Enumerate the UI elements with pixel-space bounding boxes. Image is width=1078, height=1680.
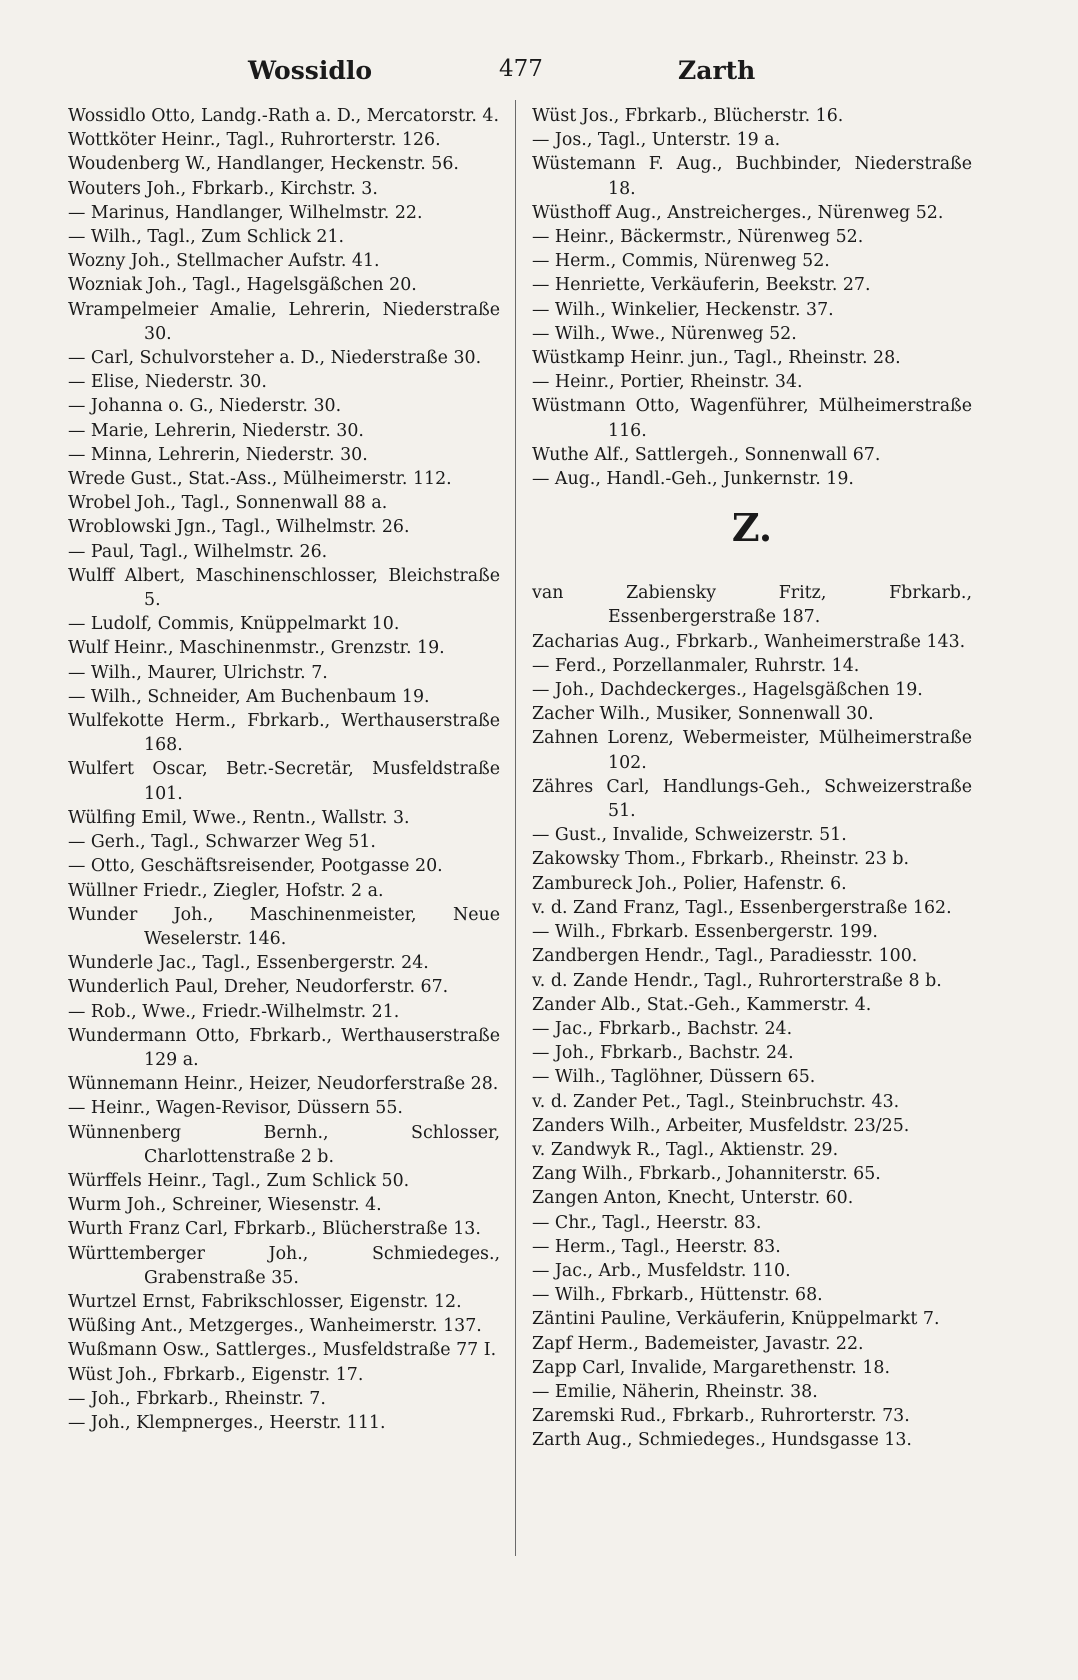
header-left-keyword: Wossidlo bbox=[248, 56, 373, 85]
directory-entry: Wünnemann Heinr., Heizer, Neudorferstraße 28. bbox=[68, 1074, 499, 1095]
directory-entry: Wuthe Alf., Sattlergeh., Sonnenwall 67. bbox=[532, 444, 881, 465]
directory-entry: Wossidlo Otto, Landg.-Rath a. D., Mercatorstr. 4. bbox=[68, 106, 499, 126]
directory-entry: Wulfekotte Herm., Fbrkarb., Werthauserstraße 168. bbox=[68, 711, 500, 756]
directory-entry: van Zabiensky Fritz, Fbrkarb., Essenbergerstraße 187. bbox=[532, 583, 972, 628]
directory-entry: Wüstkamp Heinr. jun., Tagl., Rheinstr. 28. bbox=[532, 348, 901, 369]
directory-entry: Zanders Wilh., Arbeiter, Musfeldstr. 23/25. bbox=[532, 1115, 910, 1136]
directory-entry: — Wilh., Tagl., Zum Schlick 21. bbox=[68, 227, 345, 248]
directory-entry: Wußmann Osw., Sattlerges., Musfeldstraße 77 I. bbox=[68, 1340, 497, 1361]
directory-entry: Wulfert Oscar, Betr.-Secretär, Musfeldstraße 101. bbox=[68, 759, 500, 804]
directory-entry: Wüllner Friedr., Ziegler, Hofstr. 2 a. bbox=[68, 880, 384, 901]
directory-entry: Wulf Heinr., Maschinenmstr., Grenzstr. 19. bbox=[68, 638, 445, 659]
directory-entry: — Ludolf, Commis, Knüppelmarkt 10. bbox=[68, 614, 400, 635]
directory-entry: Zangen Anton, Knecht, Unterstr. 60. bbox=[532, 1188, 854, 1209]
directory-entry: — Johanna o. G., Niederstr. 30. bbox=[68, 396, 342, 417]
directory-entry: — Herm., Tagl., Heerstr. 83. bbox=[532, 1236, 781, 1257]
directory-entry: Zapf Herm., Bademeister, Javastr. 22. bbox=[532, 1333, 864, 1354]
directory-entry: Zarth Aug., Schmiedeges., Hundsgasse 13. bbox=[532, 1430, 912, 1451]
section-letter-z: Z. bbox=[731, 505, 773, 551]
directory-entry: — Wilh., Schneider, Am Buchenbaum 19. bbox=[68, 686, 430, 707]
columns bbox=[0, 104, 1078, 1574]
directory-entry: Wüstemann F. Aug., Buchbinder, Niederstraße 18. bbox=[532, 154, 972, 199]
directory-entry: — Wilh., Winkelier, Heckenstr. 37. bbox=[532, 299, 834, 320]
directory-entry: — Jos., Tagl., Unterstr. 19 a. bbox=[532, 130, 781, 151]
directory-entry: Zandbergen Hendr., Tagl., Paradiesstr. 100. bbox=[532, 946, 918, 967]
directory-entry: Zaremski Rud., Fbrkarb., Ruhrorterstr. 73. bbox=[532, 1406, 910, 1427]
directory-entry: v. d. Zand Franz, Tagl., Essenbergerstraße 162. bbox=[532, 897, 952, 918]
right-column bbox=[532, 104, 972, 1453]
right-column-z-entries bbox=[532, 581, 972, 1452]
directory-entry: Zahnen Lorenz, Webermeister, Mülheimerstraße 102. bbox=[532, 728, 972, 773]
directory-entry: — Joh., Dachdeckerges., Hagelsgäßchen 19. bbox=[532, 680, 923, 701]
directory-entry: — Rob., Wwe., Friedr.-Wilhelmstr. 21. bbox=[68, 1001, 400, 1022]
directory-entry: — Wilh., Taglöhner, Düssern 65. bbox=[532, 1067, 816, 1088]
directory-entry: Wottköter Heinr., Tagl., Ruhrorterstr. 126. bbox=[68, 130, 441, 151]
directory-entry: — Minna, Lehrerin, Niederstr. 30. bbox=[68, 444, 368, 465]
directory-entry: — Jac., Arb., Musfeldstr. 110. bbox=[532, 1260, 791, 1281]
directory-entry: Wozniak Joh., Tagl., Hagelsgäßchen 20. bbox=[68, 275, 417, 296]
directory-entry: — Wilh., Fbrkarb., Hüttenstr. 68. bbox=[532, 1285, 823, 1306]
directory-entry: — Heinr., Wagen-Revisor, Düssern 55. bbox=[68, 1098, 403, 1119]
header-right-keyword: Zarth bbox=[678, 56, 756, 85]
directory-entry: — Wilh., Maurer, Ulrichstr. 7. bbox=[68, 662, 328, 683]
directory-entry: Zäntini Pauline, Verkäuferin, Knüppelmarkt 7. bbox=[532, 1309, 940, 1330]
directory-entry: Wrampelmeier Amalie, Lehrerin, Niederstraße 30. bbox=[68, 299, 500, 344]
directory-entry: Wurm Joh., Schreiner, Wiesenstr. 4. bbox=[68, 1195, 382, 1216]
directory-entry: Wünnenberg Bernh., Schlosser, Charlottenstraße 2 b. bbox=[68, 1122, 500, 1167]
directory-entry: v. Zandwyk R., Tagl., Aktienstr. 29. bbox=[532, 1139, 839, 1160]
page-number: 477 bbox=[499, 56, 543, 82]
directory-entry: — Wilh., Fbrkarb. Essenbergerstr. 199. bbox=[532, 922, 878, 943]
directory-entry: — Gust., Invalide, Schweizerstr. 51. bbox=[532, 825, 847, 846]
directory-entry: Zambureck Joh., Polier, Hafenstr. 6. bbox=[532, 873, 847, 894]
directory-entry: Wülfing Emil, Wwe., Rentn., Wallstr. 3. bbox=[68, 807, 410, 828]
directory-entry: — Carl, Schulvorsteher a. D., Niederstraße 30. bbox=[68, 348, 482, 369]
directory-entry: Wunder Joh., Maschinenmeister, Neue Weselerstr. 146. bbox=[68, 904, 500, 949]
directory-entry: Zang Wilh., Fbrkarb., Johanniterstr. 65. bbox=[532, 1164, 881, 1185]
directory-entry: Zacharias Aug., Fbrkarb., Wanheimerstraße 143. bbox=[532, 631, 966, 652]
directory-entry: — Henriette, Verkäuferin, Beekstr. 27. bbox=[532, 275, 871, 296]
directory-entry: — Marie, Lehrerin, Niederstr. 30. bbox=[68, 420, 364, 441]
directory-entry: Wunderle Jac., Tagl., Essenbergerstr. 24. bbox=[68, 953, 429, 974]
directory-entry: v. d. Zander Pet., Tagl., Steinbruchstr. 43. bbox=[532, 1091, 900, 1112]
directory-entry: Wunderlich Paul, Dreher, Neudorferstr. 67. bbox=[68, 977, 449, 998]
directory-entry: Wrobel Joh., Tagl., Sonnenwall 88 a. bbox=[68, 493, 388, 514]
directory-entry: Wroblowski Jgn., Tagl., Wilhelmstr. 26. bbox=[68, 517, 410, 538]
directory-entry: — Emilie, Näherin, Rheinstr. 38. bbox=[532, 1381, 818, 1402]
directory-entry: Wrede Gust., Stat.-Ass., Mülheimerstr. 112. bbox=[68, 469, 452, 490]
directory-entry: — Gerh., Tagl., Schwarzer Weg 51. bbox=[68, 832, 376, 853]
directory-entry: — Heinr., Portier, Rheinstr. 34. bbox=[532, 372, 803, 393]
directory-entry: — Otto, Geschäftsreisender, Pootgasse 20. bbox=[68, 856, 443, 877]
directory-entry: — Wilh., Wwe., Nürenweg 52. bbox=[532, 323, 797, 344]
directory-entry: Zakowsky Thom., Fbrkarb., Rheinstr. 23 b. bbox=[532, 849, 909, 870]
directory-entry: Zacher Wilh., Musiker, Sonnenwall 30. bbox=[532, 704, 874, 725]
directory-entry: Zapp Carl, Invalide, Margarethenstr. 18. bbox=[532, 1357, 891, 1378]
directory-entry: Wozny Joh., Stellmacher Aufstr. 41. bbox=[68, 251, 380, 272]
directory-entry: Woudenberg W., Handlanger, Heckenstr. 56. bbox=[68, 154, 459, 175]
directory-entry: — Paul, Tagl., Wilhelmstr. 26. bbox=[68, 541, 328, 562]
page-header bbox=[0, 56, 1078, 96]
directory-entry: Württemberger Joh., Schmiedeges., Grabenstraße 35. bbox=[68, 1243, 500, 1288]
directory-entry: — Elise, Niederstr. 30. bbox=[68, 372, 267, 393]
directory-entry: — Ferd., Porzellanmaler, Ruhrstr. 14. bbox=[532, 655, 860, 676]
directory-entry: — Aug., Handl.-Geh., Junkernstr. 19. bbox=[532, 469, 854, 490]
directory-entry: — Jac., Fbrkarb., Bachstr. 24. bbox=[532, 1018, 793, 1039]
left-column bbox=[68, 104, 500, 1435]
directory-entry: Wouters Joh., Fbrkarb., Kirchstr. 3. bbox=[68, 178, 378, 199]
directory-entry: — Joh., Klempnerges., Heerstr. 111. bbox=[68, 1412, 386, 1433]
directory-entry: Wüstmann Otto, Wagenführer, Mülheimerstraße 116. bbox=[532, 396, 972, 441]
directory-entry: Zähres Carl, Handlungs-Geh., Schweizerstraße 51. bbox=[532, 776, 972, 822]
directory-entry: Wüst Jos., Fbrkarb., Blücherstr. 16. bbox=[532, 106, 844, 126]
directory-entry: Wurtzel Ernst, Fabrikschlosser, Eigenstr. 12. bbox=[68, 1291, 462, 1312]
directory-entry: — Heinr., Bäckermstr., Nürenweg 52. bbox=[532, 227, 864, 248]
directory-entry: — Herm., Commis, Nürenweg 52. bbox=[532, 251, 830, 272]
directory-entry: Wurth Franz Carl, Fbrkarb., Blücherstraße 13. bbox=[68, 1219, 481, 1240]
directory-entry: — Joh., Fbrkarb., Bachstr. 24. bbox=[532, 1043, 794, 1064]
directory-entry: — Joh., Fbrkarb., Rheinstr. 7. bbox=[68, 1388, 326, 1409]
directory-entry: — Chr., Tagl., Heerstr. 83. bbox=[532, 1212, 762, 1233]
directory-entry: Wundermann Otto, Fbrkarb., Werthauserstraße 129 a. bbox=[68, 1025, 500, 1070]
directory-entry: — Marinus, Handlanger, Wilhelmstr. 22. bbox=[68, 202, 423, 223]
directory-entry: Wüst Joh., Fbrkarb., Eigenstr. 17. bbox=[68, 1364, 364, 1385]
directory-entry: Wulff Albert, Maschinenschlosser, Bleichstraße 5. bbox=[68, 565, 500, 611]
right-column-w-entries bbox=[532, 104, 972, 491]
directory-entry: Wüsthoff Aug., Anstreicherges., Nürenweg 52. bbox=[532, 202, 944, 223]
directory-entry: v. d. Zande Hendr., Tagl., Ruhrorterstraße 8 b. bbox=[532, 970, 942, 991]
directory-entry: Würffels Heinr., Tagl., Zum Schlick 50. bbox=[68, 1170, 410, 1191]
directory-entry: Wüßing Ant., Metzgerges., Wanheimerstr. 137. bbox=[68, 1316, 482, 1337]
directory-entry: Zander Alb., Stat.-Geh., Kammerstr. 4. bbox=[532, 994, 872, 1015]
